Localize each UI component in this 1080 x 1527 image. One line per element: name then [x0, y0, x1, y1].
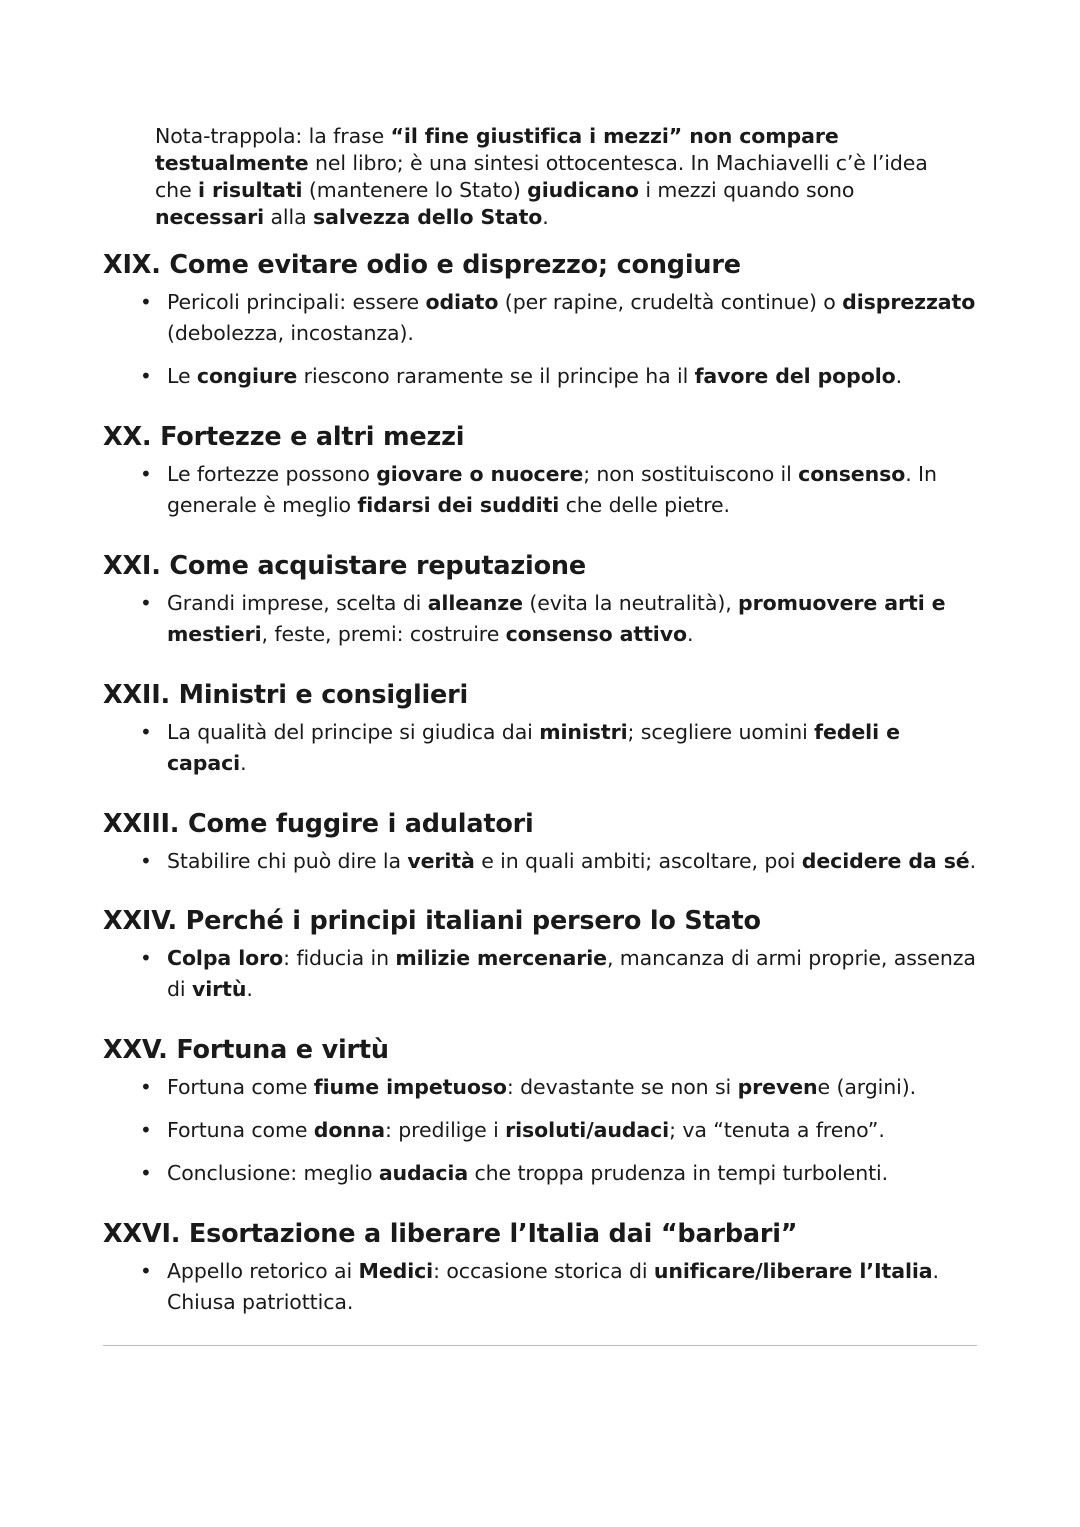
- bold-text: i risultati: [198, 177, 303, 202]
- bullet-dot: •: [140, 1118, 152, 1142]
- bullet-dot: •: [140, 591, 152, 615]
- section-xix: [103, 249, 983, 392]
- section-heading: XIX. Come evitare odio e disprezzo; congiure: [103, 250, 741, 280]
- bullet-text: La qualità del principe si giudica dai ministri; scegliere uomini fedeli e capaci.: [167, 720, 900, 775]
- bullet-dot: •: [140, 290, 152, 314]
- horizontal-divider: [103, 1345, 977, 1346]
- bold-text: risoluti/audaci: [505, 1118, 670, 1142]
- bold-text: audacia: [378, 1161, 469, 1185]
- section-heading: XXIII. Come fuggire i adulatori: [103, 809, 534, 839]
- section-xxvi: [103, 1218, 983, 1318]
- bullet-item: [103, 1072, 983, 1103]
- section-heading: XXIV. Perché i principi italiani persero lo Stato: [103, 906, 761, 936]
- section-xxii: [103, 679, 983, 779]
- bullet-dot: •: [140, 1075, 152, 1099]
- bullet-list: [103, 588, 983, 650]
- bullet-item: [103, 717, 983, 779]
- bullet-list: [103, 1256, 983, 1318]
- bold-text: unificare/liberare l’Italia: [653, 1259, 933, 1283]
- bullet-dot: •: [140, 364, 152, 388]
- section-heading: XXV. Fortuna e virtù: [103, 1035, 389, 1065]
- bold-text: Medici: [358, 1259, 434, 1283]
- bullet-item: [103, 588, 983, 650]
- bold-text: alleanze: [427, 591, 523, 615]
- bullet-item: [103, 1256, 983, 1318]
- bold-text: “il fine giustifica i mezzi” non compare testualmente: [155, 123, 839, 175]
- bold-text: preven: [737, 1075, 818, 1099]
- bold-text: milizie mercenarie: [395, 946, 607, 970]
- bold-text: congiure: [196, 364, 298, 388]
- bold-text: ministri: [539, 720, 628, 744]
- section-xxiv: [103, 905, 983, 1005]
- bullet-text: Appello retorico ai Medici: occasione storica di unificare/liberare l’Italia. Chiusa patriottica.: [167, 1259, 939, 1314]
- bullet-item: [103, 1158, 983, 1189]
- bold-text: favore del popolo: [694, 364, 896, 388]
- bold-text: promuovere arti e mestieri: [167, 591, 946, 646]
- bold-text: disprezzato: [842, 290, 976, 314]
- bullet-item: [103, 287, 983, 349]
- bullet-text: Fortuna come donna: predilige i risoluti/audaci; va “tenuta a freno”.: [167, 1118, 885, 1142]
- bullet-dot: •: [140, 1259, 152, 1283]
- bullet-text: Stabilire chi può dire la verità e in quali ambiti; ascoltare, poi decidere da sé.: [167, 849, 977, 873]
- bullet-text: Conclusione: meglio audacia che troppa prudenza in tempi turbolenti.: [167, 1161, 889, 1185]
- bullet-item: [103, 361, 983, 392]
- bullet-text: Le congiure riescono raramente se il principe ha il favore del popolo.: [167, 364, 903, 388]
- bold-text: Colpa loro: [167, 946, 284, 970]
- bullet-dot: •: [140, 462, 152, 486]
- section-xx: [103, 421, 983, 521]
- bold-text: decidere da sé: [801, 849, 970, 873]
- trap-note-paragraph: Nota-trappola: la frase “il fine giustifica i mezzi” non compare testualmente nel libro; è una sintesi ottocentesca. In Machiavelli c’è l’idea che i risultati (mantenere lo Stato) giudicano i mezzi quando sono necessari alla salvezza dello Stato.: [155, 123, 928, 229]
- section-xxiii: [103, 808, 983, 877]
- bullet-list: [103, 943, 983, 1005]
- bold-text: virtù: [191, 977, 247, 1001]
- bold-text: fedeli e capaci: [167, 720, 900, 775]
- bullet-list: [103, 287, 983, 392]
- section-heading: XXVI. Esortazione a liberare l’Italia dai “barbari”: [103, 1219, 798, 1249]
- bold-text: necessari: [155, 204, 265, 229]
- bullet-item: [103, 459, 983, 521]
- section-xxv: [103, 1034, 983, 1189]
- bold-text: verità: [407, 849, 475, 873]
- bold-text: consenso: [798, 462, 906, 486]
- bullet-text: Pericoli principali: essere odiato (per rapine, crudeltà continue) o disprezzato (debolezza, incostanza).: [167, 290, 976, 345]
- section-xxi: [103, 550, 983, 650]
- bullet-item: [103, 943, 983, 1005]
- bullet-list: [103, 459, 983, 521]
- bullet-list: [103, 717, 983, 779]
- bold-text: consenso attivo: [505, 622, 687, 646]
- bullet-list: [103, 846, 983, 877]
- bullet-text: Grandi imprese, scelta di alleanze (evita la neutralità), promuovere arti e mestieri, feste, premi: costruire consenso attivo.: [167, 591, 946, 646]
- bullet-item: [103, 846, 983, 877]
- bullet-text: Colpa loro: fiducia in milizie mercenarie, mancanza di armi proprie, assenza di virtù.: [167, 946, 976, 1001]
- bullet-dot: •: [140, 946, 152, 970]
- bullet-item: [103, 1115, 983, 1146]
- bullet-list: [103, 1072, 983, 1189]
- bold-text: salvezza dello Stato: [312, 204, 543, 229]
- bullet-dot: •: [140, 849, 152, 873]
- bold-text: donna: [313, 1118, 386, 1142]
- section-heading: XX. Fortezze e altri mezzi: [103, 422, 465, 452]
- bold-text: fiume impetuoso: [313, 1075, 507, 1099]
- section-heading: XXI. Come acquistare reputazione: [103, 551, 586, 581]
- bold-text: odiato: [425, 290, 499, 314]
- bullet-text: Le fortezze possono giovare o nuocere; non sostituiscono il consenso. In generale è meglio fidarsi dei sudditi che delle pietre.: [167, 462, 937, 517]
- bullet-dot: •: [140, 1161, 152, 1185]
- bold-text: fidarsi dei sudditi: [357, 493, 560, 517]
- bullet-dot: •: [140, 720, 152, 744]
- bold-text: giudicano: [527, 177, 639, 202]
- bullet-text: Fortuna come fiume impetuoso: devastante se non si prevene (argini).: [167, 1075, 917, 1099]
- section-heading: XXII. Ministri e consiglieri: [103, 680, 469, 710]
- bold-text: giovare o nuocere: [376, 462, 584, 486]
